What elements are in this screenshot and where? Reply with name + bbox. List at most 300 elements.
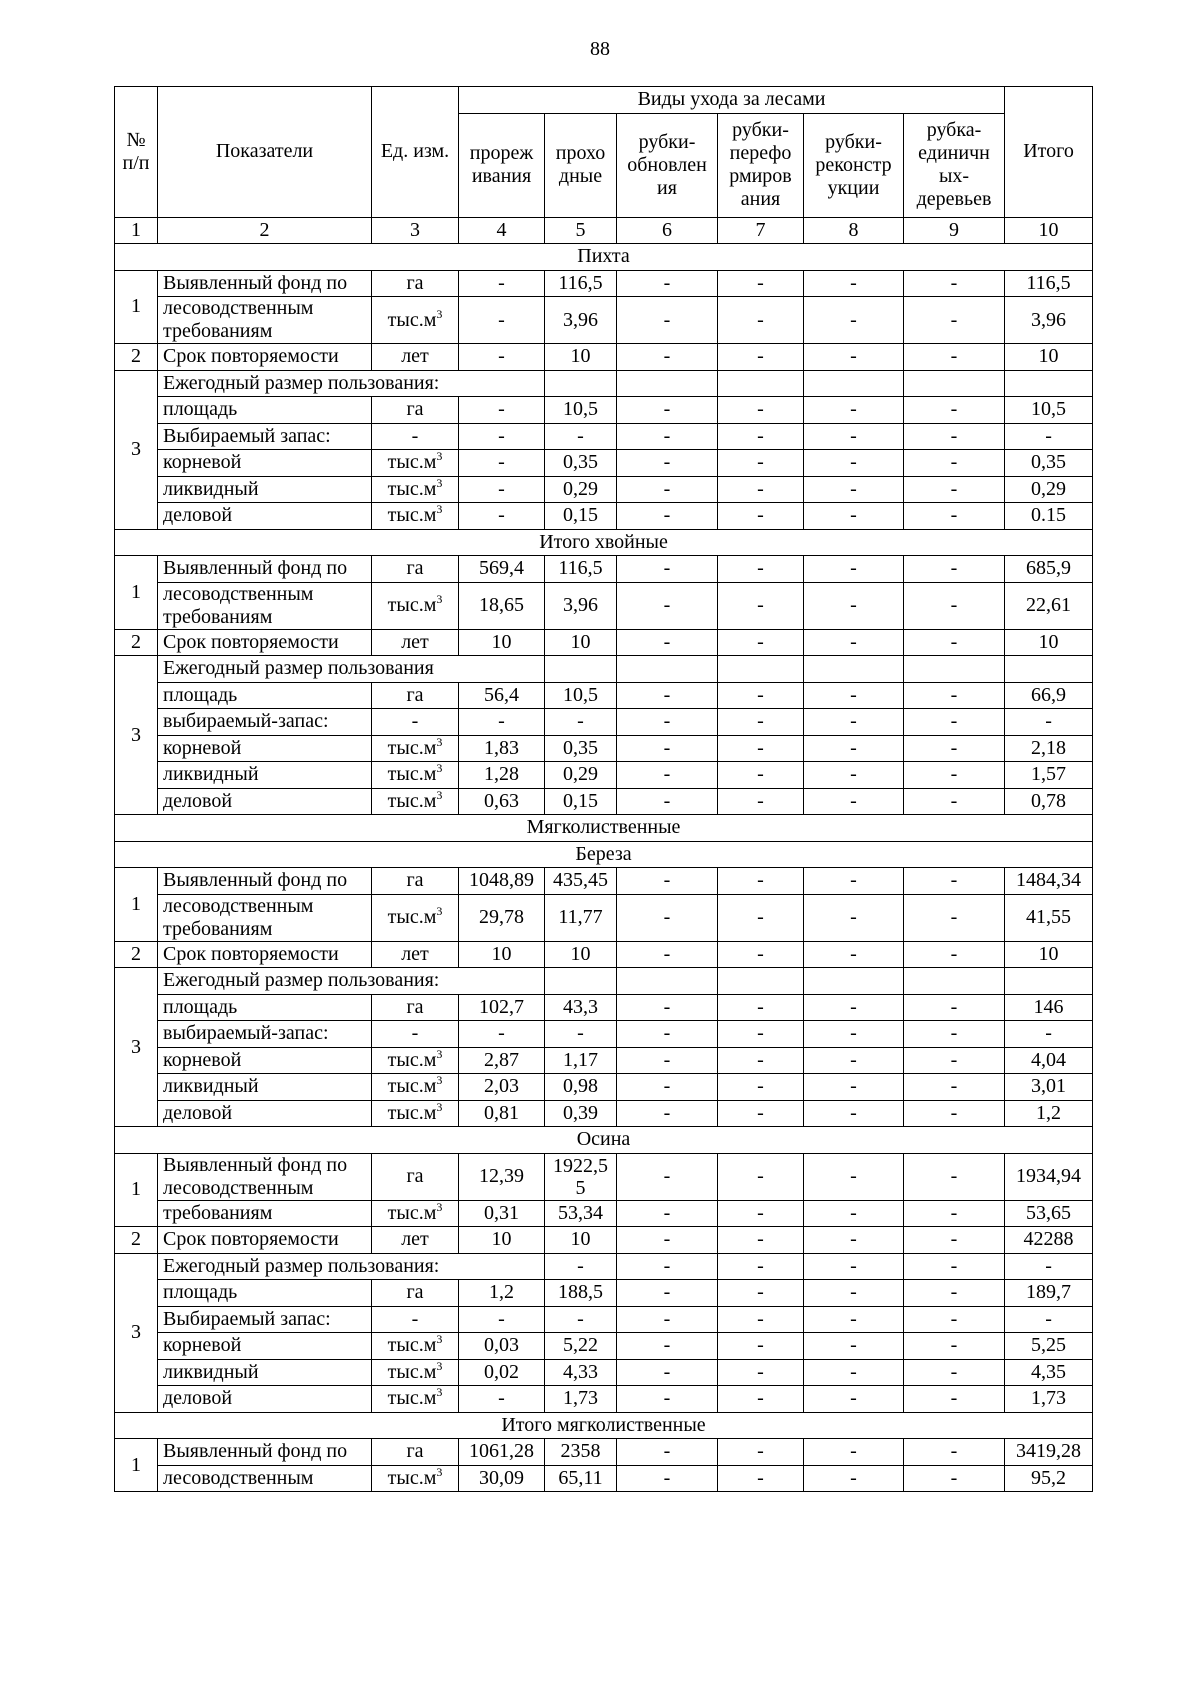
indicator-cell: Выбираемый запас:	[158, 423, 372, 450]
unit-sup: 3	[436, 449, 443, 464]
value-cell: -	[904, 270, 1005, 297]
value-cell: 0,31	[459, 1200, 545, 1227]
unit-text: тыс.м	[387, 1101, 437, 1124]
unit-cell	[372, 1333, 459, 1360]
col-num: 5	[545, 217, 617, 244]
value-cell: -	[804, 1386, 904, 1413]
indicator-cell: выбираемый-запас:	[158, 709, 372, 736]
indicator-cell: Выбираемый запас:	[158, 1306, 372, 1333]
value-cell	[617, 370, 718, 397]
total-cell: 1934,94	[1005, 1153, 1093, 1200]
value-cell: -	[718, 994, 804, 1021]
value-cell: 53,34	[545, 1200, 617, 1227]
table-row	[115, 762, 1093, 789]
unit-cell	[372, 1465, 459, 1492]
section-title-itogo-hvoinye: Итого хвойные	[115, 529, 1093, 556]
value-cell: 1048,89	[459, 868, 545, 895]
value-cell	[804, 656, 904, 683]
indicator-cell: площадь	[158, 1280, 372, 1307]
value-cell: -	[718, 1306, 804, 1333]
unit-text: тыс.м	[387, 477, 437, 500]
table-row	[115, 370, 1093, 397]
table-row	[115, 868, 1093, 895]
value-cell: -	[904, 450, 1005, 477]
value-cell: -	[804, 1100, 904, 1127]
unit-cell	[372, 788, 459, 815]
row-num: 2	[115, 344, 158, 371]
table-row	[115, 1047, 1093, 1074]
unit-cell	[372, 735, 459, 762]
unit-text: тыс.м	[387, 1360, 437, 1383]
indicator-cell	[158, 582, 372, 629]
indicator-cell: деловой	[158, 788, 372, 815]
value-cell: -	[617, 1100, 718, 1127]
indicator-cell: корневой	[158, 1333, 372, 1360]
total-cell: 10	[1005, 941, 1093, 968]
table-row	[115, 503, 1093, 530]
value-cell: -	[617, 762, 718, 789]
value-cell: 29,78	[459, 894, 545, 941]
row-num: 2	[115, 941, 158, 968]
value-cell: -	[617, 1439, 718, 1466]
value-cell: -	[904, 709, 1005, 736]
indicator-cell	[158, 297, 372, 344]
value-cell: -	[617, 735, 718, 762]
table-row	[115, 1074, 1093, 1101]
value-cell: 1,83	[459, 735, 545, 762]
value-cell: -	[904, 344, 1005, 371]
value-cell: -	[804, 297, 904, 344]
unit-text: тыс.м	[387, 504, 437, 527]
total-cell: 5,25	[1005, 1333, 1093, 1360]
unit-cell	[372, 762, 459, 789]
value-cell: -	[617, 297, 718, 344]
unit-cell: -	[372, 709, 459, 736]
section-row	[115, 529, 1093, 556]
unit-cell	[372, 1047, 459, 1074]
total-cell: 1,57	[1005, 762, 1093, 789]
value-cell: -	[804, 1253, 904, 1280]
value-cell: 3,96	[545, 582, 617, 629]
value-cell: -	[718, 629, 804, 656]
column-numbers-row	[115, 217, 1093, 244]
value-cell: -	[804, 1074, 904, 1101]
value-cell: -	[904, 582, 1005, 629]
value-cell: 11,77	[545, 894, 617, 941]
value-cell: -	[804, 423, 904, 450]
indicator-cell: Выявленный фонд по	[158, 556, 372, 583]
unit-cell	[372, 1386, 459, 1413]
value-cell: -	[617, 270, 718, 297]
unit-sup: 3	[436, 735, 443, 749]
indicator-line: требованиям	[163, 917, 273, 940]
value-cell: -	[904, 735, 1005, 762]
value-cell: -	[617, 1306, 718, 1333]
value-cell: -	[804, 1227, 904, 1254]
value-cell: -	[459, 344, 545, 371]
unit-text: тыс.м	[387, 763, 437, 786]
total-cell: 0,78	[1005, 788, 1093, 815]
value-cell: -	[459, 476, 545, 503]
value-cell: -	[617, 1021, 718, 1048]
value-cell: -	[617, 682, 718, 709]
unit-cell: -	[372, 1306, 459, 1333]
value-cell: -	[718, 868, 804, 895]
unit-cell: га	[372, 682, 459, 709]
page-number: 88	[590, 38, 610, 60]
table-row	[115, 1021, 1093, 1048]
value-cell: -	[804, 556, 904, 583]
value-cell: 10	[545, 941, 617, 968]
section-title-osina: Осина	[115, 1127, 1093, 1154]
value-cell: -	[718, 556, 804, 583]
value-cell: -	[718, 1333, 804, 1360]
value-cell: -	[617, 423, 718, 450]
table-row	[115, 344, 1093, 371]
value-cell: -	[804, 682, 904, 709]
section-row	[115, 1127, 1093, 1154]
section-row	[115, 841, 1093, 868]
value-cell: 0,35	[545, 450, 617, 477]
total-cell: 53,65	[1005, 1200, 1093, 1227]
unit-cell: -	[372, 1021, 459, 1048]
value-cell: 3,96	[545, 297, 617, 344]
row-num: 1	[115, 1439, 158, 1492]
table-row	[115, 423, 1093, 450]
value-cell: -	[804, 994, 904, 1021]
value-cell: -	[718, 682, 804, 709]
value-cell: -	[718, 450, 804, 477]
value-cell: -	[718, 1047, 804, 1074]
value-cell	[617, 656, 718, 683]
indicator-cell: Ежегодный размер пользования:	[158, 370, 545, 397]
unit-cell: га	[372, 1153, 459, 1200]
value-cell: 188,5	[545, 1280, 617, 1307]
table-row	[115, 1465, 1093, 1492]
total-cell: 3,01	[1005, 1074, 1093, 1101]
value-cell: -	[617, 1153, 718, 1200]
value-cell: -	[904, 682, 1005, 709]
value-cell: -	[459, 1021, 545, 1048]
row-num: 3	[115, 968, 158, 1127]
value-cell: -	[804, 735, 904, 762]
table-row	[115, 1439, 1093, 1466]
value-cell	[545, 656, 617, 683]
value-cell: 435,45	[545, 868, 617, 895]
unit-text: тыс.м	[387, 594, 437, 616]
value-cell: -	[718, 503, 804, 530]
table-row	[115, 968, 1093, 995]
value-cell: 0,63	[459, 788, 545, 815]
value-cell: -	[904, 762, 1005, 789]
value-cell: -	[617, 629, 718, 656]
table-row	[115, 941, 1093, 968]
value-cell: -	[904, 297, 1005, 344]
value-cell: 18,65	[459, 582, 545, 629]
table-row	[115, 1306, 1093, 1333]
unit-cell	[372, 582, 459, 629]
unit-cell: га	[372, 556, 459, 583]
indicator-cell: выбираемый-запас:	[158, 1021, 372, 1048]
indicator-line: лесоводственным	[163, 297, 314, 319]
section-row	[115, 1412, 1093, 1439]
value-cell: -	[904, 423, 1005, 450]
value-cell: -	[718, 1074, 804, 1101]
header-total: Итого	[1005, 87, 1093, 218]
value-cell: -	[804, 1465, 904, 1492]
value-cell: -	[904, 476, 1005, 503]
value-cell: -	[718, 1359, 804, 1386]
indicator-line: требованиям	[163, 605, 273, 628]
col-num: 6	[617, 217, 718, 244]
value-cell: -	[459, 503, 545, 530]
total-cell: 189,7	[1005, 1280, 1093, 1307]
value-cell: -	[617, 788, 718, 815]
total-cell: 3419,28	[1005, 1439, 1093, 1466]
value-cell: 0,29	[545, 476, 617, 503]
unit-cell: -	[372, 423, 459, 450]
col-num: 7	[718, 217, 804, 244]
unit-cell: га	[372, 1439, 459, 1466]
value-cell: -	[718, 1200, 804, 1227]
total-cell: -	[1005, 1021, 1093, 1048]
value-cell: -	[617, 894, 718, 941]
value-cell: 10,5	[545, 397, 617, 424]
value-cell: 1061,28	[459, 1439, 545, 1466]
unit-text: тыс.м	[387, 451, 437, 474]
header-row	[115, 87, 1093, 114]
value-cell: -	[459, 270, 545, 297]
value-cell: 30,09	[459, 1465, 545, 1492]
total-cell	[1005, 656, 1093, 683]
value-cell: -	[718, 297, 804, 344]
unit-sup: 3	[436, 1385, 443, 1400]
unit-cell	[372, 476, 459, 503]
value-cell: 12,39	[459, 1153, 545, 1200]
unit-cell: лет	[372, 941, 459, 968]
indicator-line: Выявленный фонд по	[163, 1153, 348, 1176]
indicator-cell: Срок повторяемости	[158, 629, 372, 656]
indicator-cell: деловой	[158, 503, 372, 530]
value-cell: -	[718, 1465, 804, 1492]
unit-sup: 3	[436, 1047, 443, 1061]
value-cell: -	[804, 1021, 904, 1048]
value-cell: -	[804, 450, 904, 477]
col-num: 2	[158, 217, 372, 244]
value-cell: 0,98	[545, 1074, 617, 1101]
value-cell: -	[718, 1253, 804, 1280]
value-cell	[545, 370, 617, 397]
value-cell: 43,3	[545, 994, 617, 1021]
value-cell: -	[904, 1021, 1005, 1048]
value-cell: 2,87	[459, 1047, 545, 1074]
header-num: № п/п	[115, 87, 158, 218]
value-cell	[804, 370, 904, 397]
value-cell: -	[904, 1100, 1005, 1127]
indicator-cell: площадь	[158, 397, 372, 424]
value-cell: -	[804, 1439, 904, 1466]
unit-sup: 3	[436, 1200, 443, 1214]
value-cell: 65,11	[545, 1465, 617, 1492]
total-cell: 66,9	[1005, 682, 1093, 709]
section-title-itogo-myagkolistvennye: Итого мягколиственные	[115, 1412, 1093, 1439]
indicator-cell: корневой	[158, 450, 372, 477]
value-cell: 1,73	[545, 1386, 617, 1413]
row-num: 3	[115, 370, 158, 529]
header-group: Виды ухода за лесами	[459, 87, 1005, 114]
indicator-cell: Срок повторяемости	[158, 941, 372, 968]
value-cell: -	[904, 629, 1005, 656]
indicator-cell: ликвидный	[158, 476, 372, 503]
indicator-cell: Ежегодный размер пользования	[158, 656, 545, 683]
indicator-line: лесоводственным	[163, 582, 314, 605]
unit-cell: га	[372, 270, 459, 297]
section-title-bereza: Береза	[115, 841, 1093, 868]
value-cell: -	[459, 397, 545, 424]
table-row	[115, 894, 1093, 941]
value-cell: -	[718, 1227, 804, 1254]
total-cell: 1484,34	[1005, 868, 1093, 895]
indicator-cell	[158, 1153, 372, 1200]
value-cell: 0,29	[545, 762, 617, 789]
total-cell: 10	[1005, 629, 1093, 656]
forest-care-table	[114, 86, 1093, 1492]
indicator-cell: площадь	[158, 682, 372, 709]
total-cell: 146	[1005, 994, 1093, 1021]
unit-sup: 3	[436, 1332, 443, 1347]
indicator-cell: Срок повторяемости	[158, 344, 372, 371]
value-cell: -	[804, 1200, 904, 1227]
value-cell: -	[617, 709, 718, 736]
value-cell: -	[617, 476, 718, 503]
value-cell: -	[904, 788, 1005, 815]
unit-cell	[372, 894, 459, 941]
col-num: 9	[904, 217, 1005, 244]
header-type-single-trees: рубка- единичн ых- деревьев	[904, 113, 1005, 217]
value-cell: 10	[545, 344, 617, 371]
total-cell: 3,96	[1005, 297, 1093, 344]
row-num: 1	[115, 868, 158, 942]
table-row	[115, 397, 1093, 424]
value-cell: -	[904, 1253, 1005, 1280]
header-type-passing: прохо дные	[545, 113, 617, 217]
value-cell: -	[617, 868, 718, 895]
table-row	[115, 1200, 1093, 1227]
unit-text: тыс.м	[387, 789, 437, 812]
value-cell: -	[904, 1153, 1005, 1200]
total-cell: 0,35	[1005, 450, 1093, 477]
table-row	[115, 476, 1093, 503]
table-row	[115, 297, 1093, 344]
total-cell	[1005, 370, 1093, 397]
table-row	[115, 1280, 1093, 1307]
unit-sup: 3	[436, 788, 443, 802]
indicator-cell: ликвидный	[158, 1359, 372, 1386]
value-cell: -	[804, 476, 904, 503]
value-cell: 1,17	[545, 1047, 617, 1074]
value-cell	[718, 656, 804, 683]
value-cell: 0,35	[545, 735, 617, 762]
value-cell: 4,33	[545, 1359, 617, 1386]
total-cell: 42288	[1005, 1227, 1093, 1254]
value-cell: -	[459, 450, 545, 477]
header-indicator: Показатели	[158, 87, 372, 218]
total-cell: -	[1005, 1306, 1093, 1333]
indicator-cell: лесоводственным	[158, 1465, 372, 1492]
value-cell: -	[718, 344, 804, 371]
table-row	[115, 1153, 1093, 1200]
value-cell: 56,4	[459, 682, 545, 709]
header-type-renewal: рубки- обновлен ия	[617, 113, 718, 217]
value-cell: -	[617, 1227, 718, 1254]
header-type-reform: рубки- перефо рмиров ания	[718, 113, 804, 217]
unit-cell: га	[372, 868, 459, 895]
value-cell: -	[904, 1386, 1005, 1413]
indicator-cell: корневой	[158, 735, 372, 762]
value-cell: 10	[459, 941, 545, 968]
value-cell	[804, 968, 904, 995]
row-num: 3	[115, 656, 158, 815]
col-num: 1	[115, 217, 158, 244]
indicator-cell: Выявленный фонд по	[158, 1439, 372, 1466]
total-cell: 2,18	[1005, 735, 1093, 762]
unit-cell: га	[372, 994, 459, 1021]
table-row	[115, 656, 1093, 683]
table-row	[115, 582, 1093, 629]
value-cell: -	[718, 582, 804, 629]
unit-text: тыс.м	[387, 1466, 437, 1489]
value-cell: -	[904, 941, 1005, 968]
value-cell: 0,02	[459, 1359, 545, 1386]
value-cell: -	[718, 1439, 804, 1466]
value-cell	[904, 968, 1005, 995]
indicator-cell: Ежегодный размер пользования:	[158, 1253, 545, 1280]
value-cell: -	[804, 1359, 904, 1386]
value-cell: 116,5	[545, 270, 617, 297]
total-cell	[1005, 968, 1093, 995]
value-cell: -	[718, 1153, 804, 1200]
value-cell	[718, 370, 804, 397]
unit-cell: га	[372, 1280, 459, 1307]
total-cell: -	[1005, 1253, 1093, 1280]
total-cell: 0.15	[1005, 503, 1093, 530]
total-cell: 4,35	[1005, 1359, 1093, 1386]
value-cell	[545, 968, 617, 995]
indicator-cell: Выявленный фонд по	[158, 868, 372, 895]
value-cell: -	[545, 709, 617, 736]
value-cell: -	[804, 344, 904, 371]
unit-cell	[372, 450, 459, 477]
value-cell: -	[904, 1359, 1005, 1386]
value-cell: -	[804, 788, 904, 815]
total-cell: 116,5	[1005, 270, 1093, 297]
indicator-cell: ликвидный	[158, 1074, 372, 1101]
value-cell: -	[718, 762, 804, 789]
value-cell: -	[804, 762, 904, 789]
value-cell: -	[617, 1200, 718, 1227]
header-type-thinning: прореж ивания	[459, 113, 545, 217]
unit-sup: 3	[436, 761, 443, 776]
header-unit: Ед. изм.	[372, 87, 459, 218]
section-row	[115, 244, 1093, 271]
table-row	[115, 270, 1093, 297]
value-cell: 10	[545, 1227, 617, 1254]
header-type-reconstruct: рубки- реконстр укции	[804, 113, 904, 217]
value-cell: -	[617, 1386, 718, 1413]
table-row	[115, 629, 1093, 656]
value-cell: -	[804, 894, 904, 941]
unit-cell	[372, 1074, 459, 1101]
